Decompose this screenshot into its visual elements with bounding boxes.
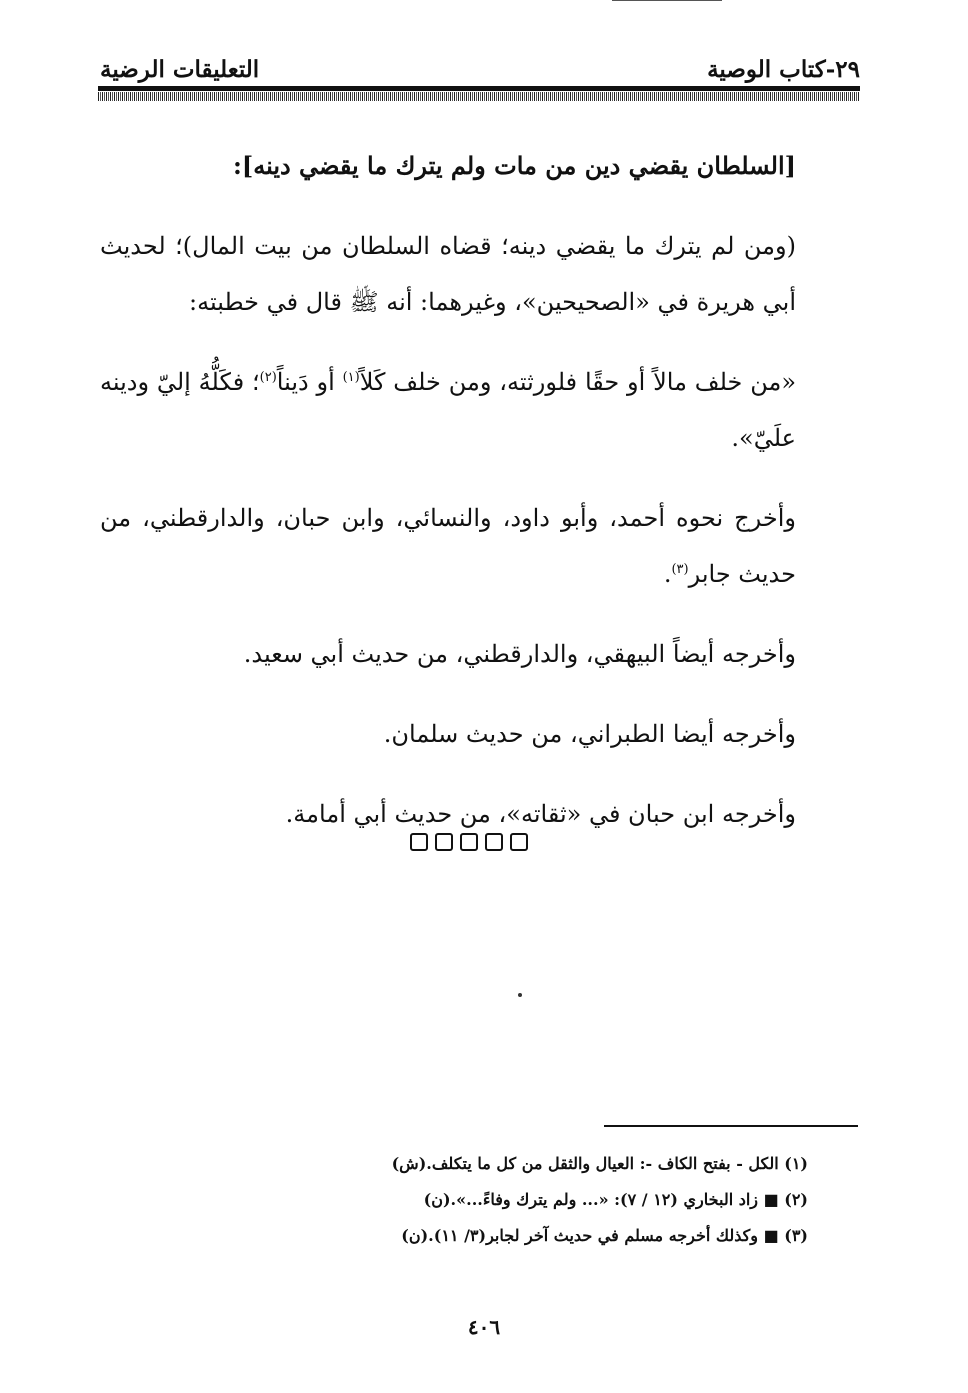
paragraph-2-part-c: ؛ فكَلُّهُ إليّ ودينه علَيّ».	[100, 368, 796, 452]
paragraph-1: (ومن لم يترك ما يقضي دينه؛ قضاه السلطان من بيت المال)؛ لحديث أبي هريرة في «الصحيحين»، وغيرهما: أنه ﷺ قال في خطبته:	[100, 232, 796, 316]
book-title: التعليقات الرضية	[100, 56, 260, 83]
header-rule	[98, 86, 860, 91]
paragraph-6: وأخرجه ابن حبان في «ثقاته»، من حديث أبي أمامة.	[285, 800, 796, 828]
paragraph-5: وأخرجه أيضا الطبراني، من حديث سلمان.	[383, 720, 796, 748]
footnotes	[300, 1146, 808, 1254]
footnote-ref-2: (٢)	[259, 370, 277, 385]
paragraph-2-part-b: أو دَيناً	[276, 368, 343, 396]
paragraph-3-part-b: .	[663, 560, 672, 588]
footnote-ref-3: (٣)	[671, 562, 689, 577]
separator-box	[410, 833, 428, 851]
paragraph-2-part-a: «من خلف مالاً أو حقًا فلورثته، ومن خلف كَلاً	[359, 368, 797, 396]
paragraph-3	[100, 490, 858, 602]
footnote-2: (٢) ■ زاد البخاري (١٢ / ٧): «... ولم يترك وفاءً...».(ن)	[423, 1190, 808, 1209]
separator-box	[435, 833, 453, 851]
footnote-1: (١) الكل - بفتح الكاف -: العيال والثقل من كل ما يتكلف.(ش)	[391, 1154, 808, 1173]
main-text	[100, 138, 858, 866]
footnote-ref-1: (١)	[342, 370, 360, 385]
header-hatched-rule	[98, 92, 860, 101]
page-number: ٤٠٦	[467, 1315, 501, 1339]
paragraph-4: وأخرجه أيضاً البيهقي، والدارقطني، من حديث أبي سعيد.	[243, 640, 796, 668]
chapter-title: ٢٩-كتاب الوصية	[707, 56, 860, 83]
separator-box	[510, 833, 528, 851]
running-header	[98, 52, 860, 86]
footnote-3: (٣) ■ وكذلك أخرجه مسلم في حديث آخر لجابر(٣/ ١١).(ن)	[401, 1226, 808, 1245]
top-edge-line	[612, 0, 722, 1]
separator-box	[460, 833, 478, 851]
stray-dot	[518, 993, 522, 997]
section-separator-boxes	[410, 833, 550, 857]
section-heading: [السلطان يقضي دين من مات ولم يترك ما يقضي دينه]:	[233, 151, 796, 180]
paragraph-2-hadith	[100, 354, 858, 466]
footnote-rule	[604, 1125, 858, 1127]
paragraph-3-part-a: وأخرج نحوه أحمد، وأبو داود، والنسائي، وابن حبان، والدارقطني، من حديث جابر	[100, 504, 796, 588]
separator-box	[485, 833, 503, 851]
